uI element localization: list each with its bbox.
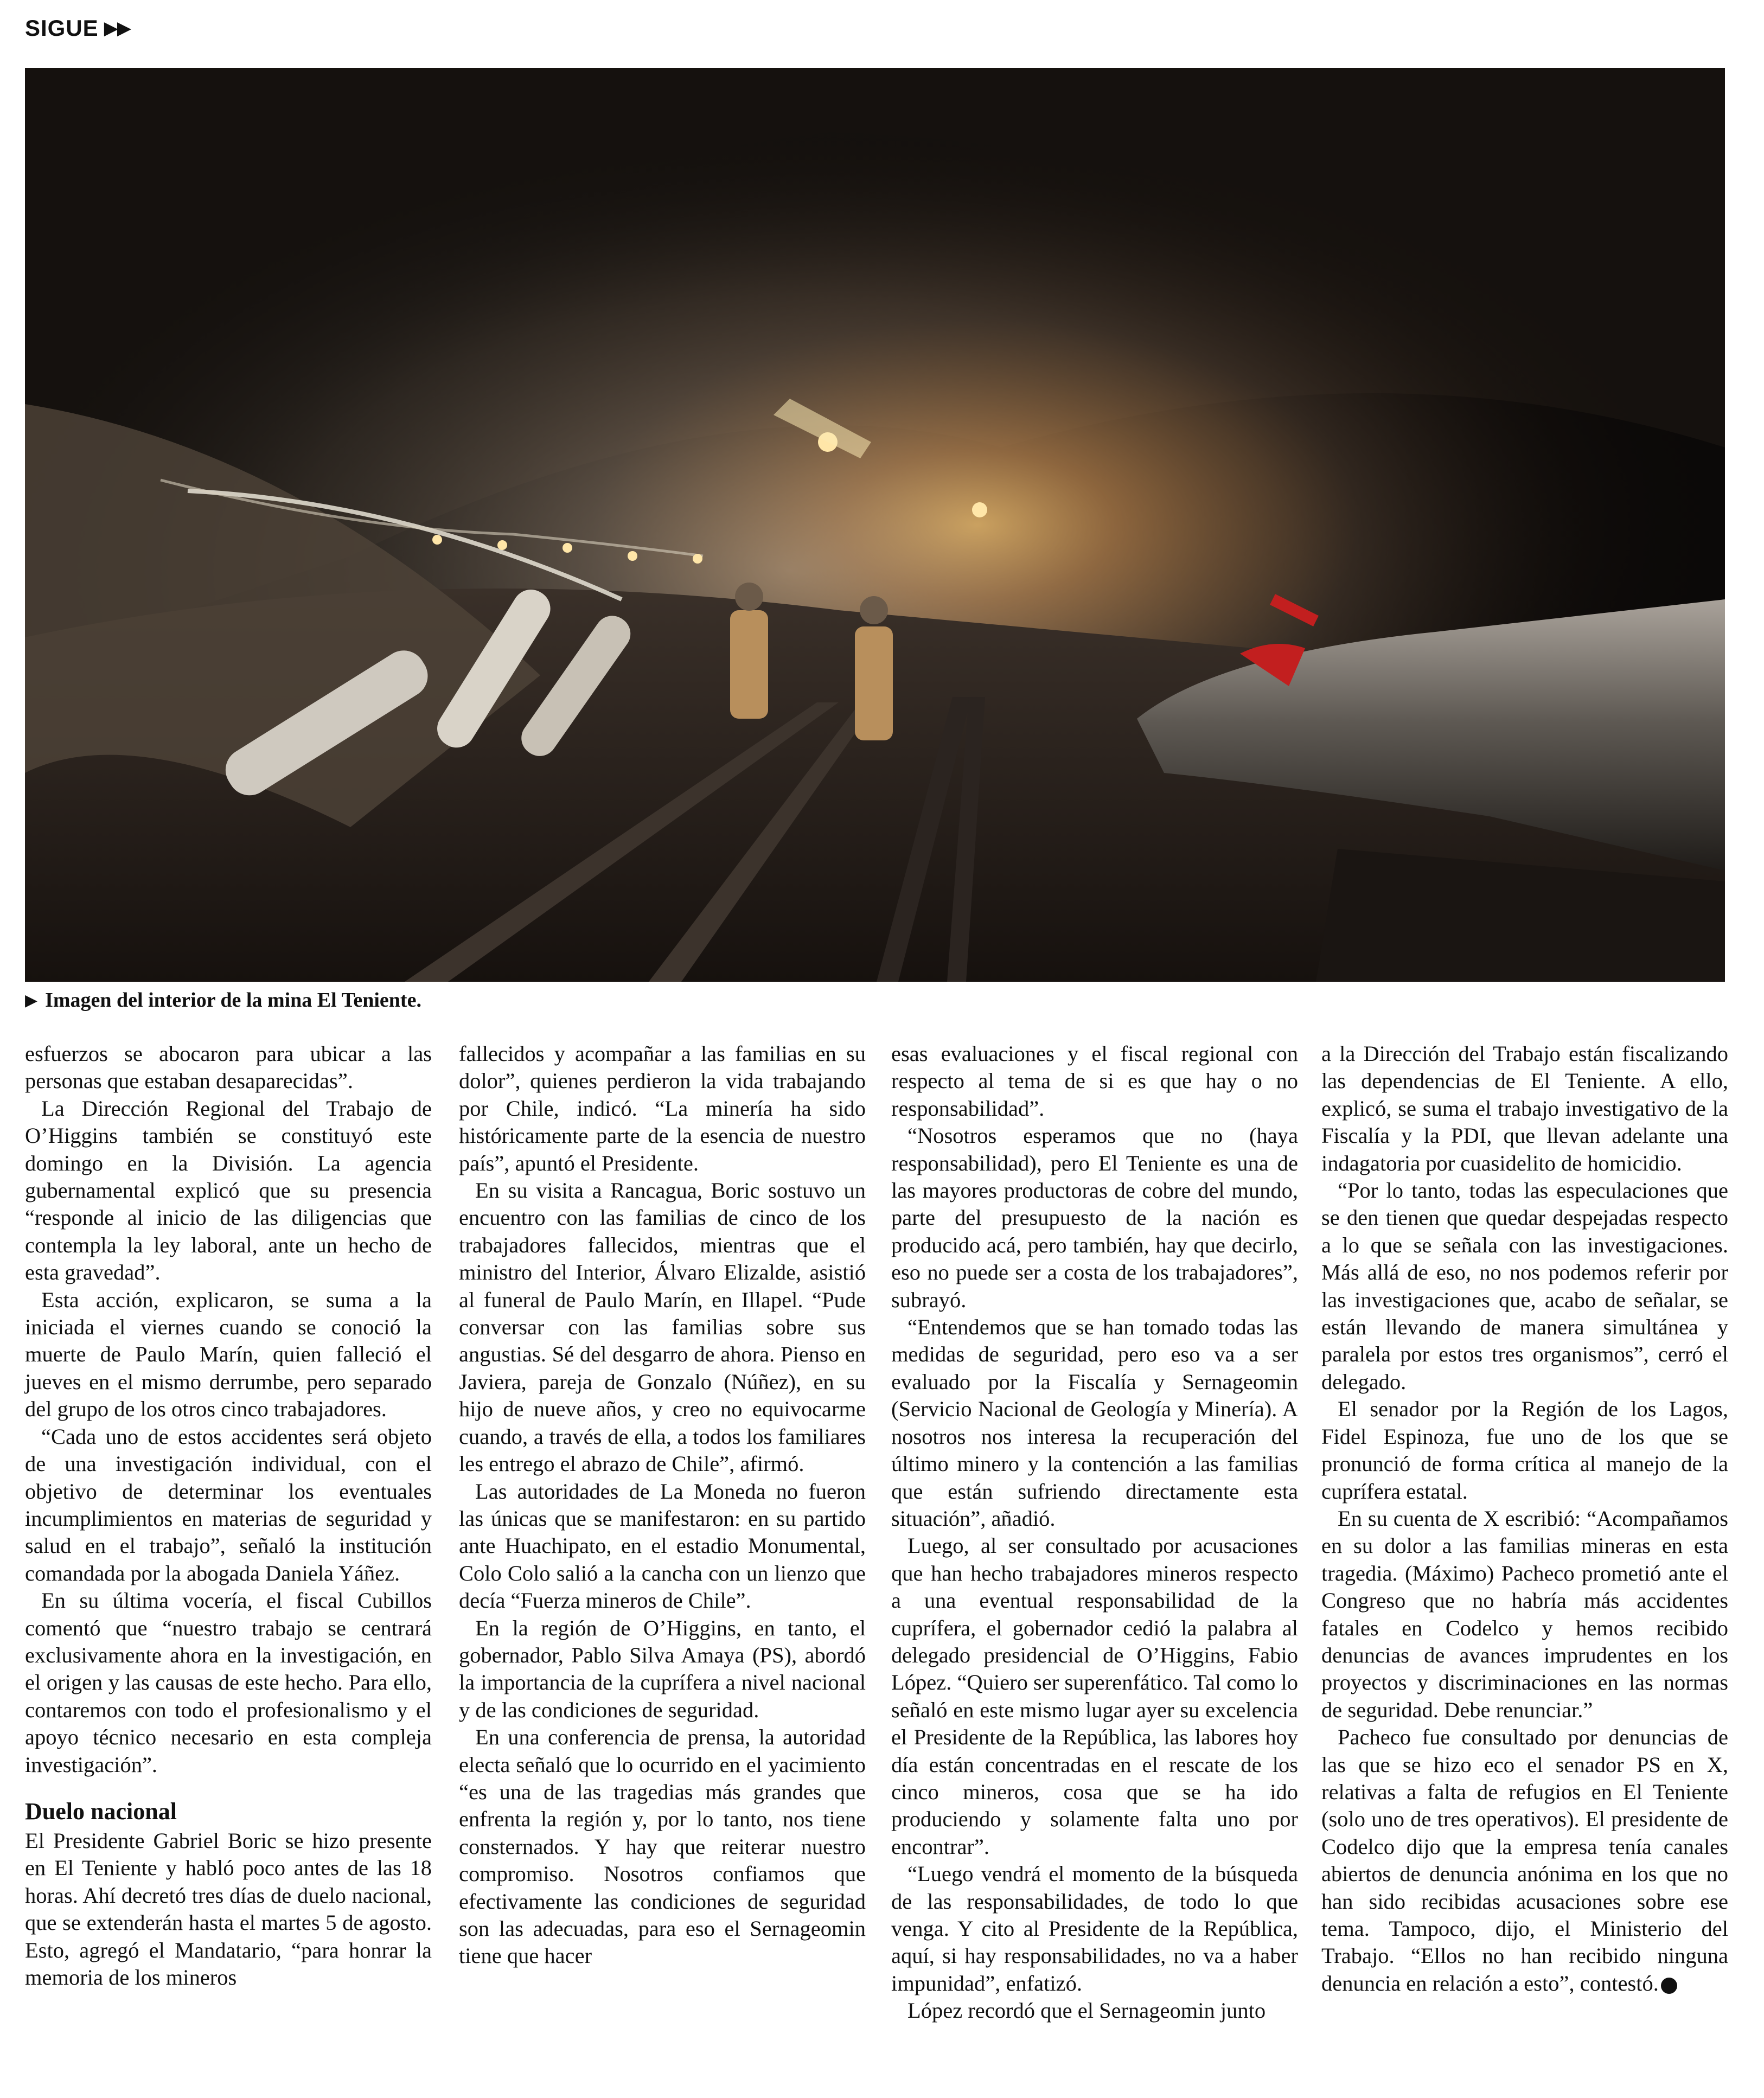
paragraph: Luego, al ser consultado por acusaciones que han hecho trabajadores mineros respecto a una eventual responsabilidad de la cuprífera, el gobernador cedió la palabra al delegado presidencial de O’Higgins, Fabio López. “Quiero ser superenfático. Tal como lo señaló en este mismo lugar ayer su excelencia el Presidente de la República, las labores hoy día están concentradas en el rescate de los cinco mineros, cosa que se ha ido produciendo y solamente falta uno por encontrar”. (891, 1533, 1298, 1859)
paragraph: El Presidente Gabriel Boric se hizo presente en El Teniente y habló poco antes de las 18 horas. Ahí decretó tres días de duelo nacional, que se extenderán hasta el martes 5 de agosto. Esto, agregó el Mandatario, “para honrar la memoria de los mineros (25, 1828, 432, 1990)
end-of-article-icon (1661, 1978, 1677, 1994)
paragraph-final (1321, 1724, 1728, 1997)
paragraph: Esta acción, explicaron, se suma a la iniciada el viernes cuando se conoció la muerte de Paulo Marín, quien falleció el jueves en el mismo derrumbe, pero separado del grupo de los otros cinco trabajadores. (25, 1287, 432, 1422)
article-column-2 (459, 1040, 866, 1970)
paragraph-text: Pacheco fue consultado por denuncias de las que se hizo eco el senador PS en X, relativas a falta de refugios en El Teniente (solo uno de tres operativos). El presidente de Codelco dijo que la empresa tenía canales abiertos de denuncia anónima en los que no han sido recibidas acusaciones sobre ese tema. Tampoco, dijo, el Ministerio del Trabajo. “Ellos no han recibido ninguna denuncia en relación a esto”, contestó. (1321, 1725, 1728, 1995)
paragraph: “Nosotros esperamos que no (haya responsabilidad), pero El Teniente es una de las mayores productoras de cobre del mundo, parte del presupuesto de la nación es producido acá, pero también, hay que decirlo, eso no puede ser a costa de los trabajadores”, subrayó. (891, 1123, 1298, 1312)
paragraph: En la región de O’Higgins, en tanto, el gobernador, Pablo Silva Amaya (PS), abordó la importancia de la cuprífera a nivel nacional y de las condiciones de seguridad. (459, 1615, 866, 1722)
paragraph: “Por lo tanto, todas las especulaciones que se den tienen que quedar despejadas respecto a lo que se señala con las investigaciones. Más allá de eso, no nos podemos referir por las investigaciones que, acabo de señalar, se están llevando de manera simultánea y paralela por estos tres organismos”, cerró el delegado. (1321, 1178, 1728, 1394)
paragraph: “Cada uno de estos accidentes será objeto de una investigación individual, con el objetivo de determinar los eventuales incumplimientos en materias de seguridad y salud en el trabajo”, señaló la institución comandada por la abogada Daniela Yáñez. (25, 1424, 432, 1585)
caption-text: Imagen del interior de la mina El Teniente. (45, 989, 421, 1012)
paragraph: López recordó que el Sernageomin junto (907, 1998, 1266, 2023)
paragraph: esas evaluaciones y el fiscal regional con respecto al tema de si es que hay o no responsabilidad”. (891, 1041, 1298, 1121)
photo-caption (25, 988, 421, 1012)
paragraph: a la Dirección del Trabajo están fiscalizando las dependencias de El Teniente. A ello, explicó, se suma el trabajo investigativo de la Fiscalía y la PDI, que llevan adelante una indagatoria por cuasidelito de homicidio. (1321, 1041, 1728, 1175)
paragraph: La Dirección Regional del Trabajo de O’Higgins también se constituyó este domingo en la División. La agencia gubernamental explicó que su presencia “responde al inicio de las diligencias que contempla la ley laboral, ante un hecho de esta gravedad”. (25, 1096, 432, 1285)
paragraph: fallecidos y acompañar a las familias en su dolor”, quienes perdieron la vida trabajando por Chile, indicó. “La minería ha sido históricamente parte de la esencia de nuestro país”, apuntó el Presidente. (459, 1041, 866, 1175)
paragraph: El senador por la Región de los Lagos, Fidel Espinoza, fue uno de los que se pronunció de forma crítica al manejo de la cuprífera estatal. (1321, 1397, 1728, 1504)
article-column-1 (25, 1040, 432, 1991)
paragraph: “Entendemos que se han tomado todas las medidas de seguridad, pero eso va a ser evaluado por la Fiscalía y Sernageomin (Servicio Nacional de Geología y Minería). A nosotros nos interesa la recuperación del último minero y la contención a las familias que están sufriendo directamente esta situación”, añadió. (891, 1315, 1298, 1531)
paragraph: esfuerzos se abocaron para ubicar a las personas que estaban desaparecidas”. (25, 1041, 432, 1093)
paragraph: En su visita a Rancagua, Boric sostuvo un encuentro con las familias de cinco de los trabajadores fallecidos, mientras que el ministro del Interior, Álvaro Elizalde, asistió al funeral de Paulo Marín, en Illapel. “Pude conversar con las familias sobre sus angustias. Sé del desgarro de ahora. Pienso en Javiera, pareja de Gonzalo (Núñez), en su hijo de nueve años, y creo no equivocarme cuando, a través de ella, a todos los familiares les entrego el abrazo de Chile”, afirmó. (459, 1178, 866, 1476)
subheading: Duelo nacional (25, 1798, 177, 1825)
paragraph: En su última vocería, el fiscal Cubillos comentó que “nuestro trabajo se centrará exclusivamente ahora en la investigación, en el origen y las causas de este hecho. Para ello, contaremos con todo el profesionalismo y el apoyo técnico necesario en esta compleja investigación”. (25, 1588, 432, 1777)
paragraph: En una conferencia de prensa, la autoridad electa señaló que lo ocurrido en el yacimiento “es una de las tragedias más grandes que enfrenta la región y, por lo tanto, nos tiene consternados. Y hay que reiterar nuestro compromiso. Nosotros confiamos que efectivamente las condiciones de seguridad son las adecuadas, para eso el Sernageomin tiene que hacer (459, 1725, 866, 1968)
paragraph: Las autoridades de La Moneda no fueron las únicas que se manifestaron: en su partido ante Huachipato, en el estadio Monumental, Colo Colo salió a la cancha con un lienzo que decía “Fuerza mineros de Chile”. (459, 1479, 866, 1613)
double-arrow-icon: ▶▶ (104, 18, 130, 39)
mine-tunnel-illustration (25, 68, 1725, 982)
sigue-text: SIGUE (25, 15, 99, 41)
paragraph: “Luego vendrá el momento de la búsqueda de las responsabilidades, de todo lo que venga. Y cito al Presidente de la República, aquí, si hay responsabilidades, no va a haber impunidad”, enfatizó. (891, 1862, 1298, 1995)
article-column-4 (1321, 1040, 1728, 1997)
section-continue-label (25, 15, 130, 41)
article-column-3 (891, 1040, 1298, 2025)
paragraph: En su cuenta de X escribió: “Acompañamos en su dolor a las familias mineras en esta tragedia. (Máximo) Pacheco prometió ante el Congreso que no habría más accidentes fatales en Codelco y hemos recibido denuncias de avances imprudentes en los proyectos y discriminaciones en las normas de seguridad. Debe renunciar.” (1321, 1506, 1728, 1722)
mine-tunnel-photo (25, 68, 1725, 982)
caption-arrow-icon: ▶ (25, 990, 38, 1010)
